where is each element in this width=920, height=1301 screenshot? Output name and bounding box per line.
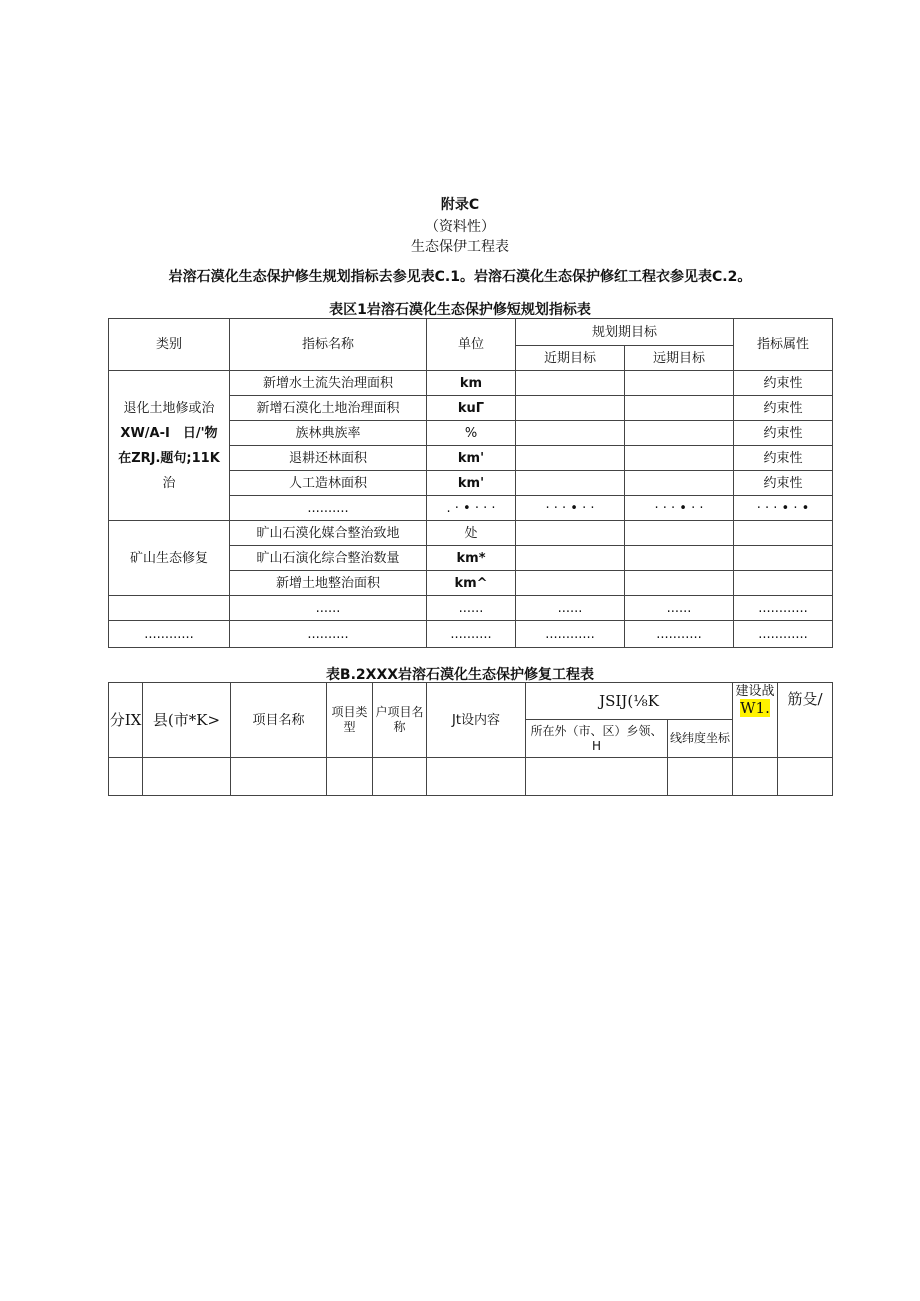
indicator-name: 新增石漠化土地治理面积 — [230, 396, 427, 421]
indicator-unit: % — [427, 421, 516, 446]
indicator-unit: . · • · · · — [427, 496, 516, 521]
header-project-name: 项目名称 — [231, 683, 327, 758]
period-highlight: W1. — [740, 699, 770, 717]
header-far-target: 远期目标 — [625, 346, 734, 371]
indicator-unit: kuΓ — [427, 396, 516, 421]
table-row — [109, 371, 833, 396]
empty-cell — [778, 758, 833, 796]
indicator-name: ...... — [230, 596, 427, 621]
far-target-cell — [625, 421, 734, 446]
indicator-attribute: 约束性 — [734, 446, 833, 471]
indicator-attribute — [734, 521, 833, 546]
indicator-name: .......... — [230, 496, 427, 521]
category-line: 治 — [162, 475, 176, 491]
near-target-cell — [516, 571, 625, 596]
empty-cell — [373, 758, 427, 796]
header-indicator: 指标名称 — [230, 319, 427, 371]
near-target-cell: ............ — [516, 621, 625, 648]
intro-paragraph: 岩溶石漠化生态保护修生规划指标去参见表C.1。岩溶石漠化生态保护修红工程衣参见表C.2。 — [168, 269, 752, 285]
far-target-cell — [625, 471, 734, 496]
indicator-name: 旷山石演化综合整治数量 — [230, 546, 427, 571]
table-row — [109, 621, 833, 648]
empty-cell — [526, 758, 668, 796]
indicator-attribute: ............ — [734, 621, 833, 648]
indicator-attribute: 约束性 — [734, 396, 833, 421]
empty-cell — [109, 758, 143, 796]
indicator-attribute: 约束性 — [734, 471, 833, 496]
indicator-unit: km* — [427, 546, 516, 571]
indicator-unit: km — [427, 371, 516, 396]
category-cell: ............ — [109, 621, 230, 648]
far-target-cell — [625, 546, 734, 571]
category-line: 在ZRJ.题句;11K — [118, 450, 220, 466]
indicator-unit: ...... — [427, 596, 516, 621]
header-location: JSIJ(⅛K — [526, 683, 733, 720]
empty-cell — [733, 758, 778, 796]
header-owner-project: 户项目名称 — [373, 683, 427, 758]
indicator-attribute — [734, 571, 833, 596]
empty-cell — [427, 758, 526, 796]
indicator-name: 新增水土流失治理面积 — [230, 371, 427, 396]
header-funding: 筋殳/ — [778, 683, 833, 758]
far-target-cell — [625, 446, 734, 471]
header-project-type: 项目类型 — [327, 683, 373, 758]
header-construction-period — [733, 683, 778, 758]
near-target-cell — [516, 546, 625, 571]
near-target-cell — [516, 471, 625, 496]
table2-caption: 表B.2XXX岩溶石漠化生态保护修复工程表 — [325, 667, 595, 683]
header-target: 规划期目标 — [516, 319, 734, 346]
indicator-unit: .......... — [427, 621, 516, 648]
near-target-cell: · · · • · · — [516, 496, 625, 521]
far-target-cell — [625, 396, 734, 421]
header-near-target: 近期目标 — [516, 346, 625, 371]
category-degraded-land — [109, 371, 230, 521]
indicator-name: 族林典族率 — [230, 421, 427, 446]
empty-cell — [143, 758, 231, 796]
table-row — [109, 596, 833, 621]
indicator-name: 旷山石漠化媒合整治致地 — [230, 521, 427, 546]
far-target-cell: · · · • · · — [625, 496, 734, 521]
near-target-cell — [516, 421, 625, 446]
far-target-cell — [625, 571, 734, 596]
indicator-name: .......... — [230, 621, 427, 648]
indicator-unit: 处 — [427, 521, 516, 546]
indicator-attribute — [734, 546, 833, 571]
indicator-attribute: · · · • · • — [734, 496, 833, 521]
far-target-cell: ...... — [625, 596, 734, 621]
far-target-cell: ........... — [625, 621, 734, 648]
header-category: 类别 — [109, 319, 230, 371]
period-label: 建设战 — [735, 684, 775, 699]
table1-caption: 表区1岩溶石漠化生态保护修短规划指标表 — [329, 302, 591, 318]
header-attribute: 指标属性 — [734, 319, 833, 371]
indicator-name: 退耕还林面积 — [230, 446, 427, 471]
empty-cell — [668, 758, 733, 796]
indicator-unit: km' — [427, 471, 516, 496]
empty-cell — [231, 758, 327, 796]
far-target-cell — [625, 521, 734, 546]
appendix-section-title: 生态保伊工程表 — [411, 239, 509, 255]
near-target-cell — [516, 446, 625, 471]
category-cell — [109, 596, 230, 621]
header-sub-location: 所在外（市、区）乡领、H — [526, 720, 668, 758]
indicator-attribute: 约束性 — [734, 421, 833, 446]
near-target-cell — [516, 521, 625, 546]
planning-indicator-table — [108, 318, 833, 648]
appendix-nature: （资料性） — [425, 219, 495, 235]
indicator-unit: km' — [427, 446, 516, 471]
indicator-name: 人工造林面积 — [230, 471, 427, 496]
category-mine-restoration: 矿山生态修复 — [109, 521, 230, 596]
table-row — [109, 758, 833, 796]
category-line: 退化土地修或治 — [123, 400, 215, 416]
near-target-cell — [516, 396, 625, 421]
header-unit: 单位 — [427, 319, 516, 371]
header-sub-coordinates: 线纬度坐标 — [668, 720, 733, 758]
indicator-unit: km^ — [427, 571, 516, 596]
indicator-attribute: ............ — [734, 596, 833, 621]
indicator-name: 新增土地整治面积 — [230, 571, 427, 596]
appendix-title: 附录C — [440, 197, 480, 213]
category-line: XW/A-I 日/'物 — [120, 425, 218, 441]
empty-cell — [327, 758, 373, 796]
table-row — [109, 521, 833, 546]
far-target-cell — [625, 371, 734, 396]
near-target-cell: ...... — [516, 596, 625, 621]
header-county: 县(市*K> — [143, 683, 231, 758]
near-target-cell — [516, 371, 625, 396]
indicator-attribute: 约束性 — [734, 371, 833, 396]
restoration-project-table — [108, 682, 833, 796]
header-construction-content: Jt设内容 — [427, 683, 526, 758]
header-district: 分IX — [109, 683, 143, 758]
